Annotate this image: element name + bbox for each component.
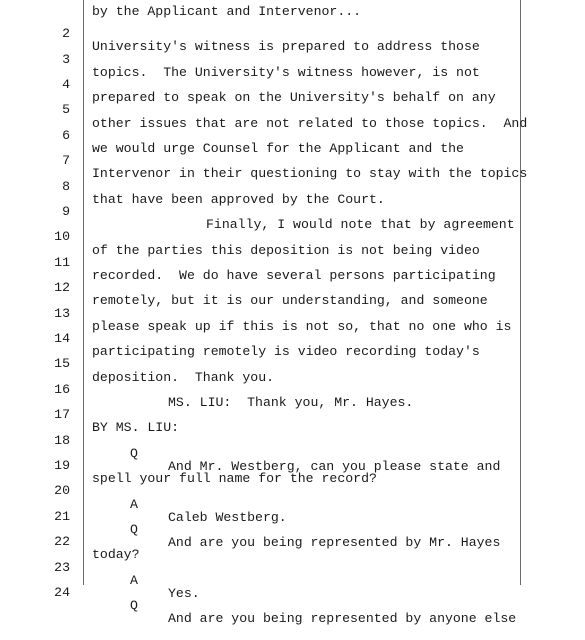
line-number: 21 — [54, 508, 70, 524]
line-text: And are you being represented by anyone else — [168, 611, 517, 627]
transcript-line — [0, 14, 585, 55]
line-number: 4 — [62, 77, 70, 92]
line-text: of the parties this deposition is not being video — [92, 242, 480, 258]
line-text: deposition. Thank you. — [92, 369, 275, 385]
line-number: 12 — [54, 280, 70, 296]
transcript-line — [0, 344, 585, 385]
line-number: 9 — [62, 204, 70, 219]
line-number: 18 — [54, 432, 70, 448]
transcript-line — [0, 319, 585, 360]
speaker-marker: Q — [130, 598, 138, 614]
line-text: participating remotely is video recording today's — [92, 344, 480, 360]
transcript-line — [0, 39, 585, 80]
line-number: 8 — [62, 178, 70, 194]
transcript-line — [0, 243, 585, 283]
line-text: Caleb Westberg. — [168, 509, 287, 525]
transcript-line — [0, 141, 585, 182]
line-text: that have been approved by the Court. — [92, 191, 385, 207]
line-number: 19 — [54, 458, 70, 473]
line-text: prepared to speak on the University's behalf on any — [92, 90, 496, 106]
line-number: 6 — [62, 127, 70, 143]
line-text: please speak up if this is not so, that no one who is — [92, 318, 512, 334]
line-number: 16 — [54, 381, 70, 397]
line-text: remotely, but it is our understanding, and someone — [92, 293, 488, 309]
line-text: Finally, I would note that by agreement — [206, 217, 515, 233]
line-number: 7 — [62, 153, 70, 169]
line-number: 2 — [62, 26, 70, 42]
line-text: Yes. — [168, 586, 200, 601]
line-number: 10 — [54, 229, 70, 245]
line-text: Intervenor in their questioning to stay with the topics — [92, 166, 528, 182]
line-text: And Mr. Westberg, can you please state and — [168, 459, 501, 474]
line-text: topics. The University's witness however, is not — [92, 64, 480, 80]
transcript-line — [0, 90, 585, 131]
line-number: 23 — [54, 559, 70, 575]
transcript-line — [0, 268, 585, 309]
transcript-line — [0, 395, 585, 436]
line-number: 3 — [62, 51, 70, 67]
line-number: 11 — [54, 254, 70, 270]
line-text: BY MS. LIU: — [92, 420, 180, 436]
transcript-line — [0, 65, 585, 106]
line-text: we would urge Counsel for the Applicant and the — [92, 141, 464, 156]
transcript-line — [0, 116, 585, 156]
transcript-line — [0, 522, 585, 563]
transcript-line — [0, 166, 585, 207]
line-text: today? — [92, 547, 140, 563]
speaker-marker: A — [130, 572, 138, 588]
line-text: And are you being represented by Mr. Hayes — [168, 535, 501, 551]
line-number: 20 — [54, 483, 70, 499]
line-number: 24 — [54, 585, 70, 600]
line-number: 13 — [54, 305, 70, 321]
transcript-line — [0, 293, 585, 334]
line-number: 15 — [54, 356, 70, 372]
speaker-marker: Q — [130, 522, 138, 537]
transcript-line — [0, 370, 585, 410]
line-text: by the Applicant and Intervenor... — [92, 4, 362, 20]
line-text: recorded. We do have several persons participating — [92, 268, 496, 283]
line-number: 14 — [54, 331, 70, 346]
speaker-marker: A — [130, 496, 138, 512]
line-text: spell your full name for the record? — [92, 471, 377, 487]
line-number: 22 — [54, 534, 70, 550]
speaker-marker: Q — [130, 445, 138, 461]
line-text: University's witness is prepared to address those — [92, 39, 480, 55]
line-number: 17 — [54, 407, 70, 423]
line-text: MS. LIU: Thank you, Mr. Hayes. — [168, 395, 414, 410]
line-number: 5 — [62, 102, 70, 118]
transcript-line — [0, 446, 585, 487]
line-text: other issues that are not related to those topics. And — [92, 115, 528, 131]
transcript-line — [0, 192, 585, 233]
transcript-line — [0, 573, 585, 627]
transcript-line — [0, 217, 585, 258]
